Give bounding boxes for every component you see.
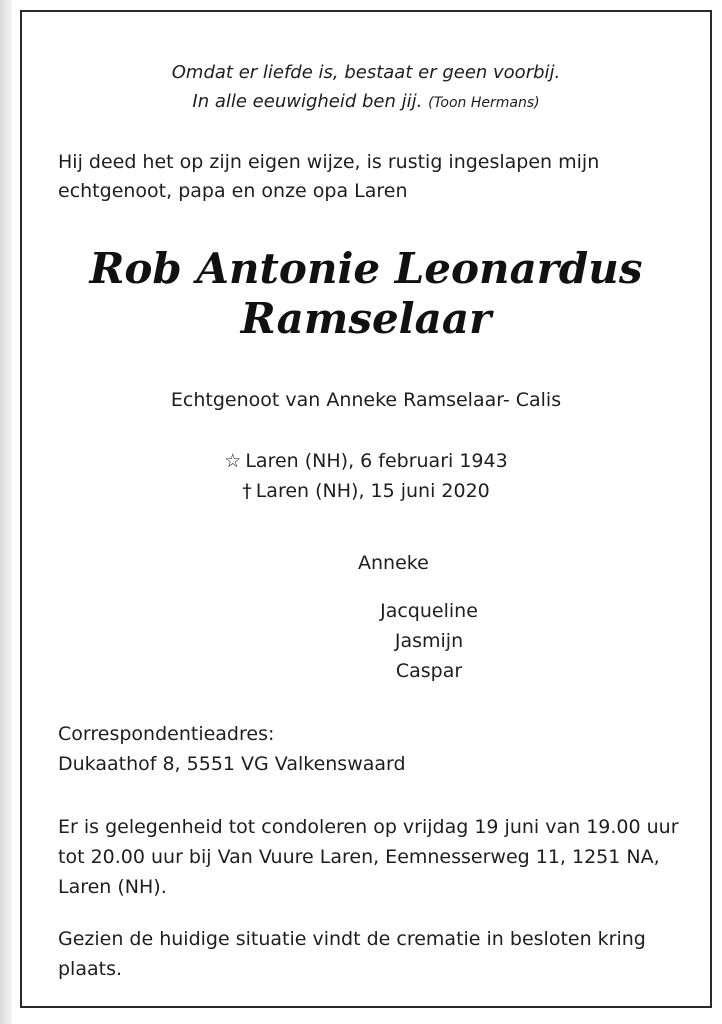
motto-line-2: [22, 87, 710, 118]
family-children: [354, 596, 504, 686]
child-name: Jacqueline: [380, 600, 478, 622]
life-dates: [22, 446, 710, 506]
child-name: Caspar: [395, 660, 463, 682]
birth-text: Laren (NH), 6 februari 1943: [245, 450, 508, 472]
star-icon: ☆: [224, 450, 242, 472]
death-notice-frame: [20, 10, 712, 1008]
correspondence-block: [58, 719, 688, 779]
intro-text: Hij deed het op zijn eigen wijze, is rustig ingeslapen mijn echtgenoot, papa en onze opa Laren: [58, 151, 600, 202]
motto-line-2-text: In alle eeuwigheid ben jij.: [192, 91, 423, 112]
motto-author: (Toon Hermans): [428, 95, 540, 111]
death-text: Laren (NH), 15 juni 2020: [255, 480, 490, 502]
spouse-line: Echtgenoot van Anneke Ramselaar- Calis: [170, 389, 562, 411]
death-line: [22, 476, 710, 506]
correspondence-address: Dukaathof 8, 5551 VG Valkenswaard: [58, 753, 406, 775]
family-partner: Anneke: [358, 552, 429, 574]
deceased-name: [22, 244, 710, 344]
birth-line: [22, 446, 710, 476]
cross-icon: †: [242, 480, 252, 502]
condolence-info: Er is gelegenheid tot condoleren op vrijdag 19 juni van 19.00 uur tot 20.00 uur bij Van Vuure Laren, Eemnesserweg 11, 1251 NA, Laren (NH).: [58, 816, 679, 898]
deceased-name-line-2: Ramselaar: [240, 294, 492, 343]
motto-quote: [22, 58, 710, 118]
deceased-name-line-1: Rob Antonie Leonardus: [89, 244, 643, 293]
motto-line-1: Omdat er liefde is, bestaat er geen voorbij.: [171, 62, 561, 83]
page-shadow-edge: [0, 0, 12, 1024]
child-name: Jasmijn: [394, 630, 464, 652]
cremation-info: Gezien de huidige situatie vindt de crematie in besloten kring plaats.: [58, 928, 646, 980]
correspondence-label: Correspondentieadres:: [58, 723, 275, 745]
